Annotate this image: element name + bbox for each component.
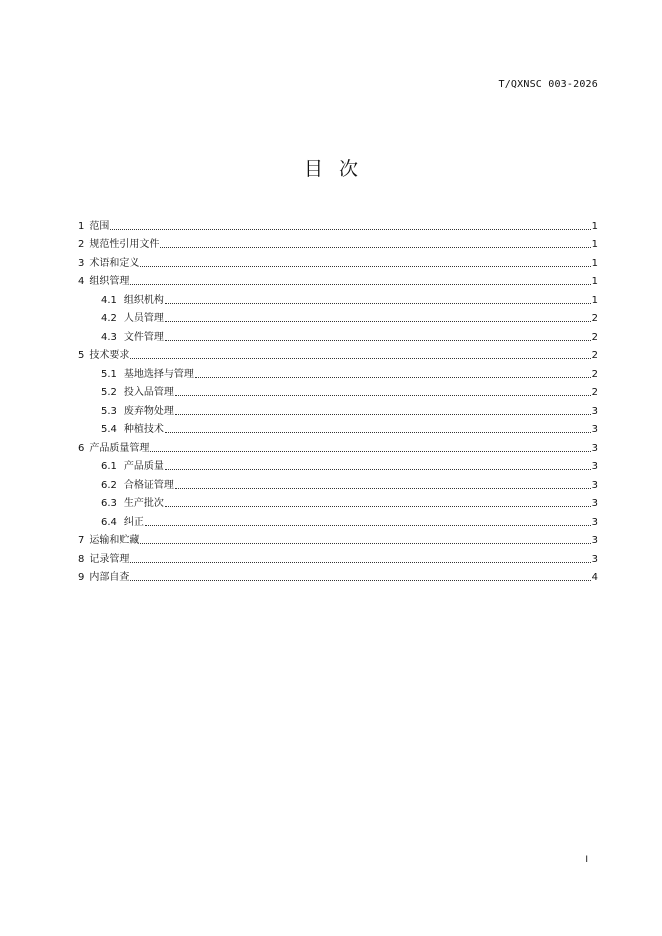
toc-entry[interactable] xyxy=(78,529,598,548)
table-of-contents xyxy=(78,214,598,584)
toc-entry-page: 3 xyxy=(591,461,598,472)
toc-entry-number: 6.1 xyxy=(101,461,117,472)
toc-entry[interactable] xyxy=(78,566,598,585)
toc-entry-number: 4.2 xyxy=(101,313,117,324)
toc-entry-page: 1 xyxy=(591,276,598,287)
toc-dot-leader xyxy=(175,395,591,396)
toc-entry-title: 运输和贮藏 xyxy=(89,535,140,546)
toc-dot-leader xyxy=(160,247,590,248)
toc-entry-number: 3 xyxy=(78,257,85,269)
toc-entry-title: 组织机构 xyxy=(123,294,164,306)
toc-dot-leader xyxy=(175,488,591,489)
toc-entry-number: 4.3 xyxy=(101,331,117,343)
toc-entry-title: 记录管理 xyxy=(89,553,130,565)
toc-entry[interactable] xyxy=(78,473,598,492)
toc-dot-leader xyxy=(165,469,591,470)
toc-entry-number: 7 xyxy=(78,535,85,546)
toc-entry[interactable] xyxy=(78,325,598,344)
toc-entry[interactable] xyxy=(78,381,598,400)
toc-entry-page: 3 xyxy=(591,535,598,546)
toc-dot-leader xyxy=(165,303,591,304)
toc-entry-title: 人员管理 xyxy=(123,313,164,324)
toc-entry-title: 基地选择与管理 xyxy=(123,368,194,380)
toc-entry[interactable] xyxy=(78,362,598,381)
toc-entry-number: 4 xyxy=(78,276,85,287)
toc-entry-page: 1 xyxy=(591,220,598,232)
toc-entry[interactable] xyxy=(78,547,598,566)
toc-entry[interactable] xyxy=(78,344,598,363)
toc-entry-number: 4.1 xyxy=(101,294,117,306)
toc-entry-page: 3 xyxy=(591,442,598,454)
toc-entry-page: 2 xyxy=(591,350,598,361)
toc-entry-page: 2 xyxy=(591,331,598,343)
toc-entry-number: 5.3 xyxy=(101,405,117,417)
toc-entry-number: 5.1 xyxy=(101,368,117,380)
toc-entry-number: 6.4 xyxy=(101,516,117,528)
toc-entry[interactable] xyxy=(78,233,598,252)
toc-entry-title: 内部自查 xyxy=(89,572,130,583)
toc-entry-number: 1 xyxy=(78,220,85,232)
toc-entry-number: 9 xyxy=(78,572,85,583)
toc-entry-title: 废弃物处理 xyxy=(123,405,174,417)
toc-entry[interactable] xyxy=(78,399,598,418)
toc-entry-number: 8 xyxy=(78,553,85,565)
toc-entry-page: 4 xyxy=(591,572,598,583)
toc-entry[interactable] xyxy=(78,214,598,233)
toc-entry-page: 2 xyxy=(591,313,598,324)
toc-entry-title: 产品质量 xyxy=(123,461,164,472)
toc-entry[interactable] xyxy=(78,288,598,307)
toc-entry-title: 组织管理 xyxy=(89,276,130,287)
toc-entry-title: 文件管理 xyxy=(123,331,164,343)
toc-entry-page: 3 xyxy=(591,498,598,509)
toc-entry-page: 3 xyxy=(591,553,598,565)
toc-entry[interactable] xyxy=(78,455,598,474)
toc-entry-page: 3 xyxy=(591,479,598,491)
toc-dot-leader xyxy=(165,506,591,507)
toc-entry-page: 1 xyxy=(591,239,598,250)
toc-entry-title: 术语和定义 xyxy=(89,257,140,269)
toc-entry-number: 6 xyxy=(78,442,85,454)
toc-dot-leader xyxy=(140,543,590,544)
toc-dot-leader xyxy=(165,340,591,341)
toc-dot-leader xyxy=(110,229,590,230)
toc-entry-page: 3 xyxy=(591,405,598,417)
toc-dot-leader xyxy=(165,321,591,322)
toc-entry-title: 产品质量管理 xyxy=(89,442,150,454)
toc-dot-leader xyxy=(130,358,590,359)
toc-entry-page: 1 xyxy=(591,294,598,306)
toc-entry-title: 范围 xyxy=(89,220,110,232)
toc-entry-title: 纠正 xyxy=(123,516,144,528)
toc-entry[interactable] xyxy=(78,251,598,270)
toc-entry-page: 3 xyxy=(591,424,598,435)
page-title: 目次 xyxy=(303,158,374,180)
toc-entry[interactable] xyxy=(78,307,598,326)
toc-dot-leader xyxy=(140,266,590,267)
toc-dot-leader xyxy=(130,284,590,285)
toc-entry-title: 投入品管理 xyxy=(123,387,174,398)
toc-entry-page: 3 xyxy=(591,516,598,528)
document-code: T/QXNSC 003-2026 xyxy=(498,79,598,90)
toc-entry-title: 规范性引用文件 xyxy=(89,239,160,250)
toc-entry[interactable] xyxy=(78,270,598,289)
toc-entry-number: 6.3 xyxy=(101,498,117,509)
toc-entry-page: 1 xyxy=(591,257,598,269)
toc-dot-leader xyxy=(130,580,590,581)
toc-entry[interactable] xyxy=(78,418,598,437)
toc-entry-number: 5.2 xyxy=(101,387,117,398)
toc-entry-number: 2 xyxy=(78,239,85,250)
toc-dot-leader xyxy=(150,451,590,452)
toc-entry-title: 种植技术 xyxy=(123,424,164,435)
toc-entry[interactable] xyxy=(78,510,598,529)
toc-entry-number: 5.4 xyxy=(101,424,117,435)
toc-dot-leader xyxy=(195,377,591,378)
toc-entry[interactable] xyxy=(78,492,598,511)
toc-dot-leader xyxy=(145,525,591,526)
toc-entry-page: 2 xyxy=(591,368,598,380)
toc-dot-leader xyxy=(130,562,590,563)
toc-entry-page: 2 xyxy=(591,387,598,398)
toc-entry-number: 5 xyxy=(78,350,85,361)
toc-entry[interactable] xyxy=(78,436,598,455)
toc-dot-leader xyxy=(165,432,591,433)
toc-entry-title: 技术要求 xyxy=(89,350,130,361)
page-number: I xyxy=(585,855,588,865)
toc-dot-leader xyxy=(175,414,591,415)
toc-entry-title: 合格证管理 xyxy=(123,479,174,491)
toc-entry-number: 6.2 xyxy=(101,479,117,491)
toc-entry-title: 生产批次 xyxy=(123,498,164,509)
